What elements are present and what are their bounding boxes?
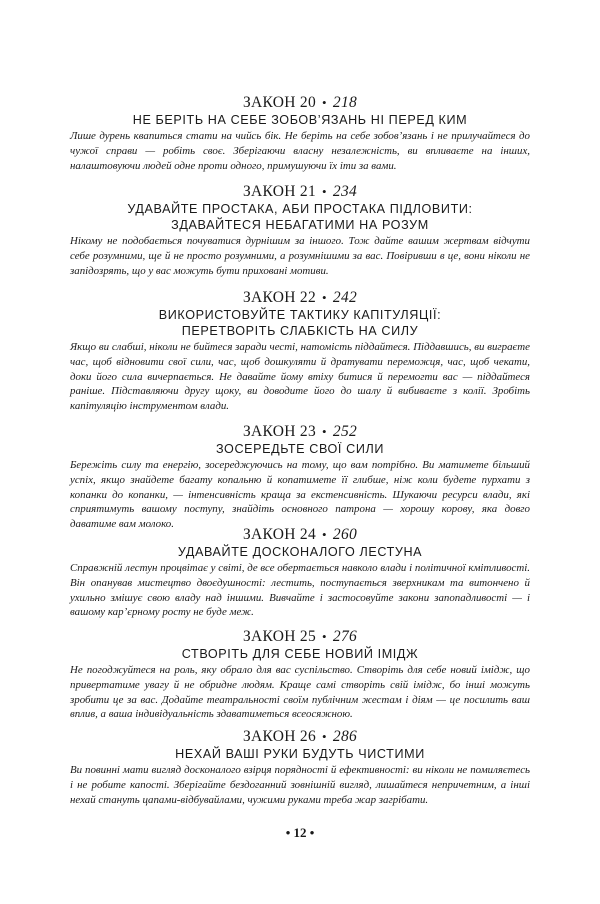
law-description: Бережіть силу та енергію, зосереджуючись на тому, що вам потрібно. Ви матимете більший успіх, якщо знайдете багату копальню й копатимете її глибше, ніж коли будете пурхати з копанки до копанки, — інтенсивність краща за екстенсивність. Шукаючи ресурси влади, які сприятимуть вашому поступу, знайдіть основного патрона — хорошу корову, яка довго даватиме вам молоко. [70,459,530,531]
law-description: Справжній лестун процвітає у світі, де все обертається навколо влади і політичної кмітливості. Він опанував мистецтво двоєдушності: лестить, поступається зверхникам та витончено й ухильно змішує свою владу над іншими. Вивчайте і застосовуйте закони запопадливості — і вашому кар’єрному росту не буде меж. [70,562,530,619]
law-description: Нікому не подобається почуватися дурнішим за іншого. Тож дайте вашим жертвам відчути себе розумними, ще й не просто розумними, а розумнішими за вас. Повіривши в це, вони ніколи не запідозрять, що у вас можуть бути приховані мотиви. [70,235,530,277]
page-number: • 12 • [285,825,315,840]
bullet-separator: • [322,95,327,110]
law-24 [70,525,530,620]
law-title: НЕ БЕРІТЬ НА СЕБЕ ЗОБОВ’ЯЗАНЬ НІ ПЕРЕД КИМ [132,113,468,127]
bullet-separator: • [322,729,327,744]
law-page-number: 242 [332,289,358,306]
law-title: ВИКОРИСТОВУЙТЕ ТАКТИКУ КАПІТУЛЯЦІЇ: [158,308,442,322]
law-number: ЗАКОН 22 [242,289,317,306]
bullet-separator: • [322,184,327,199]
law-23 [70,422,530,532]
law-description: Не погоджуйтеся на роль, яку обрало для вас суспільство. Створіть для себе новий імідж, що привертатиме увагу й не обридне людям. Краще самі створіть свій імідж, бо інші можуть зробити це за вас. Додайте театральності своїм публічним жестам і діям — це посилить ваш вплив, а ваша індивідуальність здаватиметься всеосяжною. [70,664,530,721]
law-heading [70,627,530,646]
law-heading [70,727,530,746]
law-heading [70,93,530,112]
law-title: УДАВАЙТЕ ДОСКОНАЛОГО ЛЕСТУНА [177,545,423,559]
law-26 [70,727,530,807]
law-number: ЗАКОН 26 [242,728,317,745]
law-title: ЗОСЕРЕДЬТЕ СВОЇ СИЛИ [215,442,384,456]
law-number: ЗАКОН 24 [242,526,317,543]
law-heading [70,525,530,544]
bullet-separator: • [322,629,327,644]
bullet-separator: • [322,290,327,305]
law-22 [70,288,530,414]
law-description: Лише дурень квапиться стати на чийсь бік. Не беріть на себе зобов’язань і не прилучайтеся до чужої справи — робіть своє. Зберігаючи власну незалежність, ви впливаєте на інших, налаштовуючи людей одне проти одного, примушуючи їх іти за вами. [70,130,530,172]
law-heading [70,182,530,201]
law-heading [70,422,530,441]
law-page-number: 234 [332,183,358,200]
law-number: ЗАКОН 20 [242,94,317,111]
law-page-number: 260 [332,526,358,543]
law-21 [70,182,530,278]
law-description: Якщо ви слабші, ніколи не бийтеся заради честі, натомість піддайтеся. Піддавшись, ви виграєте час, щоб відновити свої сили, час, щоб дошкуляти й дратувати переможця, час, щоб чекати, доки його сила вичерпається. Не давайте йому втіху битися й перемогти вас — піддайтеся раніше. Підставляючи другу щоку, ви доводите його до шалу й вибиваєте з колії. Зробіть капітуляцію інструментом влади. [70,341,530,413]
law-number: ЗАКОН 21 [242,183,317,200]
law-number: ЗАКОН 23 [242,423,317,440]
law-heading [70,288,530,307]
law-title: УДАВАЙТЕ ПРОСТАКА, АБИ ПРОСТАКА ПІДЛОВИТИ: [127,202,473,216]
law-page-number: 276 [332,628,358,645]
law-title: СТВОРІТЬ ДЛЯ СЕБЕ НОВИЙ ІМІДЖ [181,647,419,661]
law-page-number: 286 [332,728,358,745]
law-20 [70,93,530,173]
law-description: Ви повинні мати вигляд досконалого взірця порядності й ефективності: ви ніколи не помиляєтесь і не робите капості. Зберігайте бездоганний зовнішній вигляд, лишайтеся непричетним, а інші нехай стануть цапами-відбувайлами, чужими руками треба жар загрібати. [70,764,530,806]
law-subtitle: ЗДАВАЙТЕСЯ НЕБАГАТИМИ НА РОЗУМ [171,218,429,232]
law-number: ЗАКОН 25 [242,628,317,645]
law-title: НЕХАЙ ВАШІ РУКИ БУДУТЬ ЧИСТИМИ [175,747,425,761]
law-page-number: 252 [332,423,358,440]
bullet-separator: • [322,424,327,439]
law-subtitle: ПЕРЕТВОРІТЬ СЛАБКІСТЬ НА СИЛУ [181,324,419,338]
bullet-separator: • [322,527,327,542]
law-page-number: 218 [332,94,358,111]
law-25 [70,627,530,722]
